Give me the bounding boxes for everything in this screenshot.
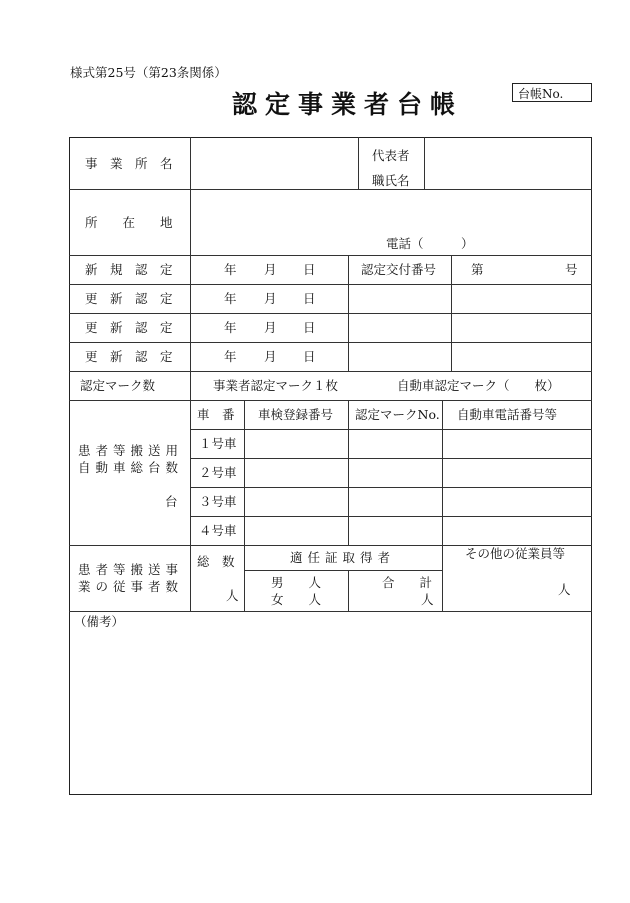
male-count: 男 人 <box>271 575 322 590</box>
column-divider <box>244 400 245 611</box>
column-divider <box>358 137 359 189</box>
vehicle-total-label-1: 患者等搬送用 <box>78 443 184 458</box>
page-title: 認定事業者台帳 <box>232 90 464 119</box>
col-mark-number: 認定マークNo. <box>355 407 440 422</box>
vehicle-row-label: ２号車 <box>199 465 237 480</box>
row-divider <box>69 284 592 285</box>
column-divider <box>451 255 452 371</box>
date-year: 年 <box>224 349 237 364</box>
address-label: 所 在 地 <box>85 215 173 230</box>
date-day: 日 <box>303 320 316 335</box>
renewal-label: 更 新 認 定 <box>85 320 173 335</box>
date-day: 日 <box>303 262 316 277</box>
date-year: 年 <box>224 262 237 277</box>
col-vehicle-number: 車 番 <box>197 407 235 422</box>
date-year: 年 <box>224 291 237 306</box>
other-staff-unit: 人 <box>558 582 571 597</box>
business-name-field[interactable] <box>192 139 357 188</box>
qualified-staff-label: 適任証取得者 <box>290 550 396 565</box>
column-divider <box>424 137 425 189</box>
vehicle-mark-count: 自動車認定マーク（ 枚） <box>397 378 560 393</box>
column-divider <box>348 400 349 545</box>
staff-label-2: 業の従事者数 <box>78 579 184 594</box>
row-divider <box>191 516 592 517</box>
column-divider <box>348 570 349 611</box>
date-month: 月 <box>264 291 277 306</box>
number-prefix: 第 <box>471 262 484 277</box>
representative-label: 代表者 <box>372 148 410 163</box>
date-day: 日 <box>303 291 316 306</box>
row-divider <box>69 189 592 190</box>
row-divider <box>69 371 592 372</box>
renewal-label: 更 新 認 定 <box>85 349 173 364</box>
number-suffix: 号 <box>565 262 578 277</box>
date-month: 月 <box>264 349 277 364</box>
issue-number-label: 認定交付番号 <box>361 262 437 277</box>
qualified-sum-unit: 人 <box>421 592 434 607</box>
other-staff-label: その他の従業員等 <box>465 546 566 561</box>
phone-label: 電話（ ） <box>386 236 474 251</box>
renewal-label: 更 新 認 定 <box>85 291 173 306</box>
vehicle-unit: 台 <box>165 494 178 509</box>
row-divider <box>191 458 592 459</box>
form-number: 様式第25号（第23条関係） <box>70 65 227 80</box>
column-divider <box>190 137 191 611</box>
address-field[interactable] <box>192 191 590 231</box>
row-divider <box>69 400 592 401</box>
row-divider <box>191 487 592 488</box>
mark-count-label: 認定マーク数 <box>80 378 156 393</box>
female-count: 女 人 <box>271 592 322 607</box>
date-month: 月 <box>264 262 277 277</box>
staff-total-unit: 人 <box>226 588 239 603</box>
qualified-sum-label: 合 計 <box>382 575 433 590</box>
vehicle-row-label: ４号車 <box>199 523 237 538</box>
row-divider <box>69 342 592 343</box>
column-divider <box>442 400 443 611</box>
staff-total-label: 総 数 <box>197 554 235 569</box>
column-divider <box>348 255 349 371</box>
representative-title-label: 職氏名 <box>372 173 410 188</box>
representative-name-field[interactable] <box>426 139 590 188</box>
col-phone: 自動車電話番号等 <box>457 407 558 422</box>
vehicle-row-label: ３号車 <box>199 494 237 509</box>
vehicle-total-label-2: 自動車総台数 <box>78 460 184 475</box>
row-divider <box>69 313 592 314</box>
business-mark-count: 事業者認定マーク１枚 <box>213 378 339 393</box>
ledger-number-label: 台帳No. <box>518 87 564 101</box>
date-month: 月 <box>264 320 277 335</box>
vehicle-row-label: １号車 <box>199 436 237 451</box>
col-registration: 車検登録番号 <box>258 407 334 422</box>
staff-label-1: 患者等搬送事 <box>78 562 184 577</box>
business-name-label: 事 業 所 名 <box>85 156 173 171</box>
new-certification-label: 新 規 認 定 <box>85 262 173 277</box>
remarks-label: （備考） <box>74 614 125 629</box>
row-divider <box>69 255 592 256</box>
row-divider <box>69 611 592 612</box>
row-divider <box>244 570 442 571</box>
date-year: 年 <box>224 320 237 335</box>
date-day: 日 <box>303 349 316 364</box>
row-divider <box>191 429 592 430</box>
remarks-field[interactable] <box>71 632 590 792</box>
